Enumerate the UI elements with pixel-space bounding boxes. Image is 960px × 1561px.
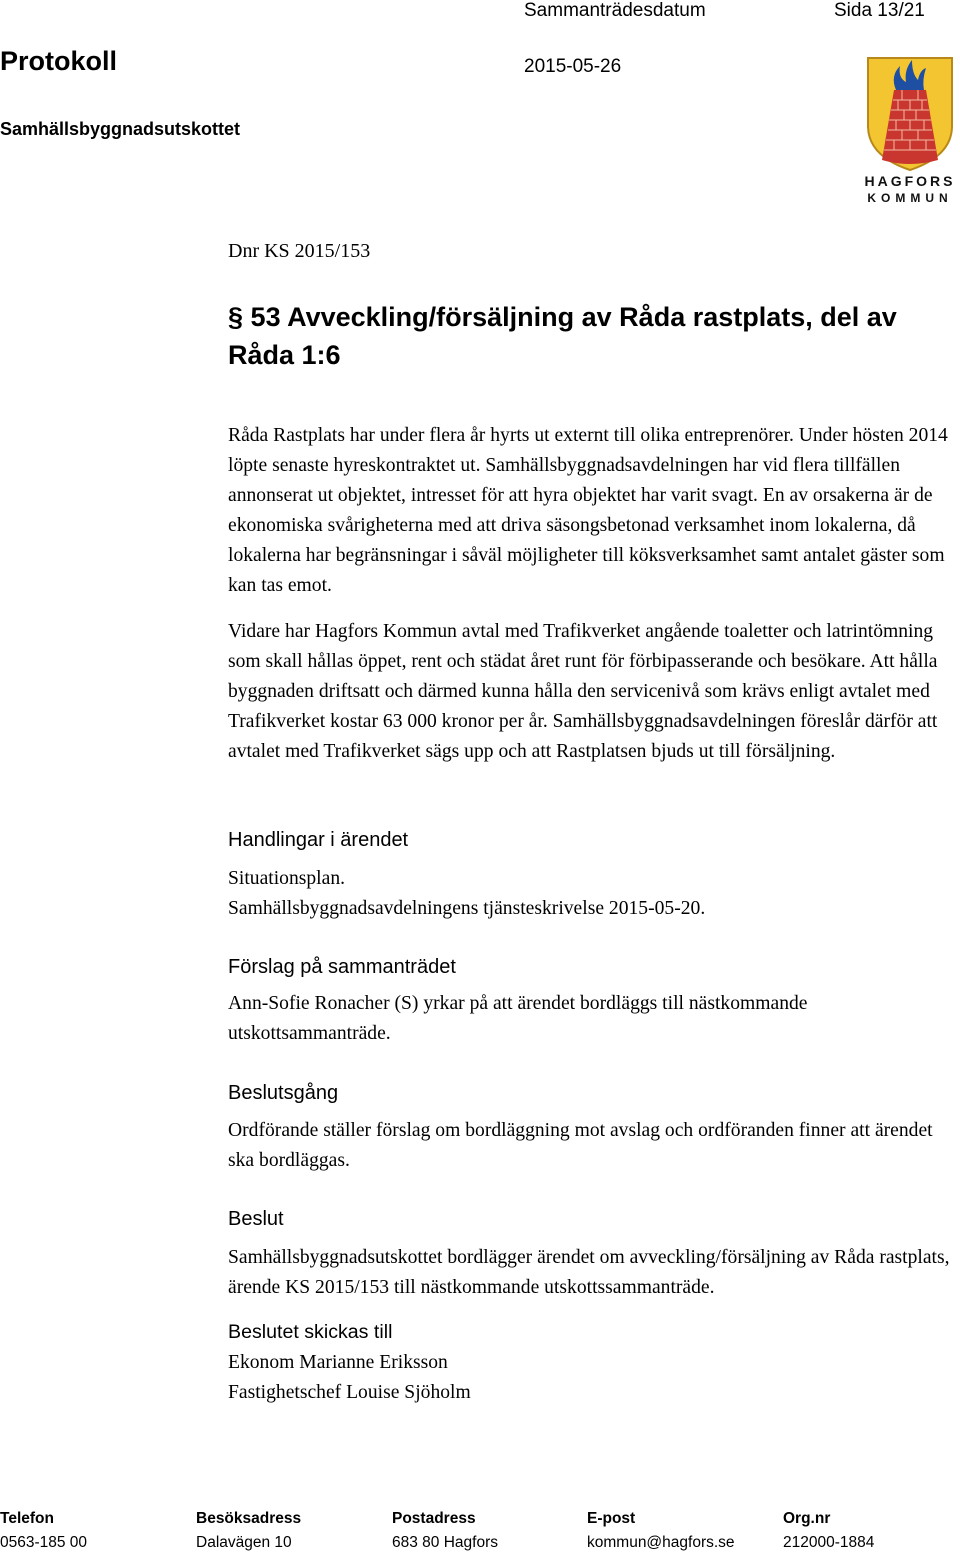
handlingar-list — [228, 864, 958, 924]
meeting-date: 2015-05-26 — [524, 56, 622, 77]
beslut-text: Samhällsbyggnadsutskottet bordlägger ärendet om avveckling/försäljning av Råda rastplats, ärende KS 2015/153 till nästkommande utskottssammanträde. — [228, 1247, 950, 1298]
hagfors-kommun-logo — [860, 56, 960, 206]
recipients-list — [228, 1348, 958, 1408]
footer-label: E-post — [587, 1510, 636, 1527]
heading-forslag: Förslag på sammanträdet — [228, 956, 456, 978]
case-number: Dnr KS 2015/153 — [228, 240, 371, 262]
section-heading — [228, 298, 958, 374]
footer-value[interactable]: kommun@hagfors.se — [587, 1534, 735, 1551]
footer-label: Postadress — [392, 1510, 476, 1527]
handlingar-item: Situationsplan. — [228, 868, 346, 889]
logo-text-hagfors: HAGFORS — [864, 173, 956, 189]
footer-label: Org.nr — [783, 1510, 831, 1527]
page-number: Sida 13/21 — [834, 0, 925, 21]
footer-value: 0563-185 00 — [0, 1534, 88, 1551]
footer-label: Besöksadress — [196, 1510, 302, 1527]
footer-telefon — [0, 1510, 87, 1552]
footer-value: 212000-1884 — [783, 1534, 875, 1551]
footer-label: Telefon — [0, 1510, 54, 1527]
heading-handlingar: Handlingar i ärendet — [228, 829, 409, 851]
footer-postadress — [392, 1510, 498, 1552]
committee-name: Samhällsbyggnadsutskottet — [0, 119, 241, 139]
heading-beslutet-skickas: Beslutet skickas till — [228, 1321, 393, 1343]
document-title: Protokoll — [0, 46, 118, 76]
logo-graphic — [860, 56, 960, 206]
header-date-label: Sammanträdesdatum — [524, 0, 706, 21]
body-paragraph-2: Vidare har Hagfors Kommun avtal med Trafikverket angående toaletter och latrintömning som skall hållas öppet, rent och städat året runt för förbipasserande och besökare. Att hålla byggnaden driftsatt och därmed kunna hålla den servicenivå som krävs enligt avtalet med Trafikverket kostar 63 000 kronor per år. Samhällsbyggnadsavdelningen föreslår därför att avtalet med Trafikverket sägs upp och att Rastplatsen bjuds ut till försäljning. — [228, 621, 938, 762]
footer — [0, 1510, 960, 1561]
heading-beslut: Beslut — [228, 1208, 284, 1230]
forslag-text: Ann-Sofie Ronacher (S) yrkar på att ärendet bordläggs till nästkommande utskottsammanträde. — [228, 993, 808, 1044]
paragraph-sign-icon: § — [228, 302, 244, 332]
body-paragraph-1: Råda Rastplats har under flera år hyrts ut externt till olika entreprenörer. Under hösten 2014 löpte senaste hyreskontraktet ut. Samhällsbyggnadsavdelningen har vid flera tillfällen annonserat ut objektet, intresset för att hyra objektet har varit svagt. En av orsakerna är de ekonomiska svårigheterna med att driva säsongsbetonad verksamhet inom lokalerna, då lokalerna har begränsningar i såväl möjligheter till köksverksamhet samt antalet gäster som kan tas emot. — [228, 425, 948, 596]
footer-besoksadress — [196, 1510, 301, 1552]
recipient: Fastighetschef Louise Sjöholm — [228, 1382, 471, 1403]
heading-text: 53 Avveckling/försäljning av Råda rastplats, del av Råda 1:6 — [228, 302, 897, 370]
handlingar-item: Samhällsbyggnadsavdelningens tjänsteskrivelse 2015-05-20. — [228, 898, 706, 919]
logo-text-kommun: KOMMUN — [867, 191, 953, 205]
footer-orgnr — [783, 1510, 874, 1552]
beslutsgang-text: Ordförande ställer förslag om bordläggning mot avslag och ordföranden finner att ärendet ska bordläggas. — [228, 1120, 933, 1171]
footer-value: 683 80 Hagfors — [392, 1534, 498, 1551]
footer-value: Dalavägen 10 — [196, 1534, 292, 1551]
footer-epost — [587, 1510, 735, 1552]
heading-beslutsgang: Beslutsgång — [228, 1082, 339, 1104]
recipient: Ekonom Marianne Eriksson — [228, 1352, 448, 1373]
